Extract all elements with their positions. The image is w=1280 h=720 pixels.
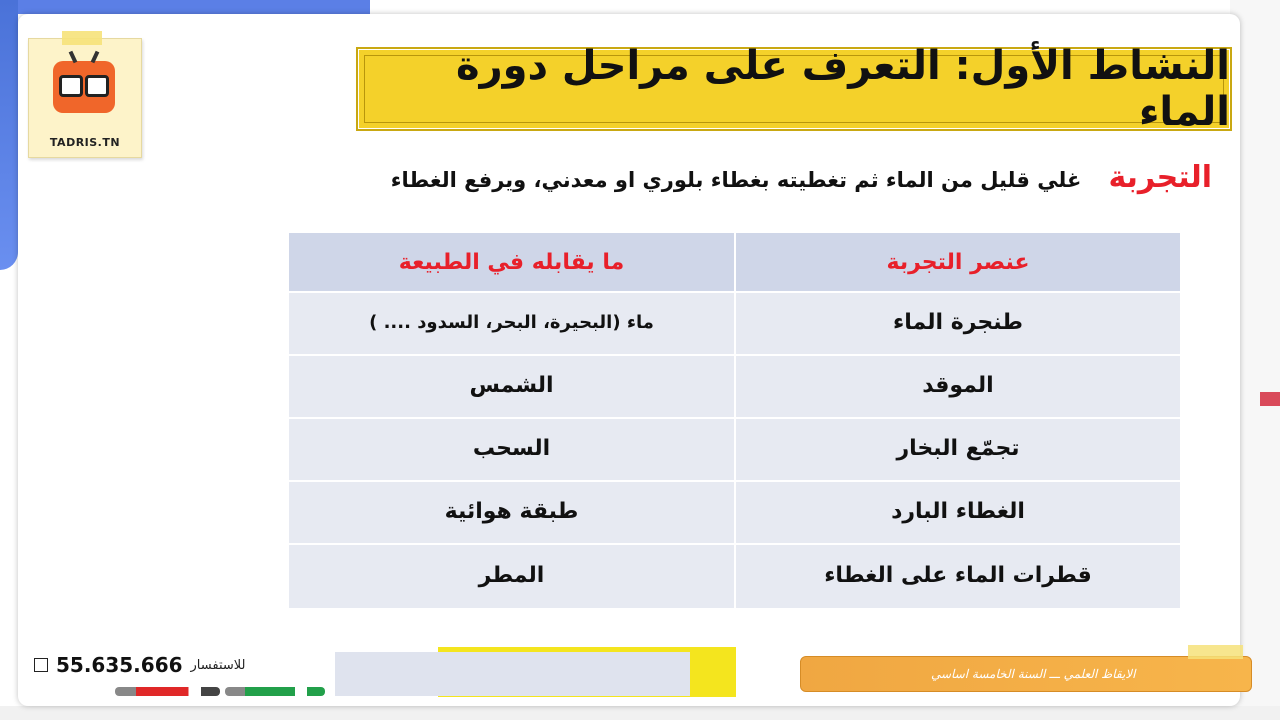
phone-number: 55.635.666 <box>56 653 183 677</box>
header-nature-equivalent: ما يقابله في الطبيعة <box>289 233 734 291</box>
glasses-icon <box>59 75 109 93</box>
green-marker-icon <box>225 687 325 696</box>
red-marker-icon <box>115 687 220 696</box>
contact-info <box>34 652 245 678</box>
antenna-left <box>69 51 78 64</box>
tadris-logo <box>28 38 142 158</box>
frame-top-accent <box>0 0 370 14</box>
table-cell-nature: الشمس <box>469 373 554 398</box>
table-cell-nature: المطر <box>478 563 545 588</box>
page-title: النشاط الأول: التعرف على مراحل دورة الماء <box>455 43 1230 135</box>
experiment-label: التجربة <box>1108 160 1212 195</box>
row-divider <box>289 480 1180 482</box>
experiment-description: غلي قليل من الماء ثم تغطيته بغطاء بلوري او معدني، ويرفع الغطاء <box>390 168 1082 192</box>
table-cell-element: تجمّع البخار <box>896 436 1020 461</box>
experiment-line <box>391 160 1212 195</box>
table-cell-element: الموقد <box>922 373 994 398</box>
tv-mascot-icon <box>53 61 115 113</box>
row-divider <box>289 543 1180 545</box>
table-cell-element: قطرات الماء على الغطاء <box>824 563 1092 588</box>
logo-label: TADRIS.TN <box>49 136 121 149</box>
activity-title-banner <box>356 43 1232 135</box>
frame-bottom-margin <box>0 706 1280 720</box>
tape-decoration <box>62 31 102 45</box>
gray-placeholder-box <box>335 652 690 696</box>
table-cell-element: الغطاء البارد <box>891 499 1025 524</box>
contact-checkbox[interactable] <box>34 658 48 672</box>
footer-subject-text: الايقاظ العلمي ـــ السنة الخامسة اساسي <box>931 667 1136 681</box>
antenna-right <box>91 51 100 64</box>
side-tab-marker <box>1260 392 1280 406</box>
comparison-table <box>289 233 1180 608</box>
column-divider <box>734 233 736 608</box>
contact-label: للاستفسار <box>190 657 246 673</box>
table-cell-element: طنجرة الماء <box>893 310 1023 335</box>
header-experiment-element: عنصر التجربة <box>736 233 1180 291</box>
row-divider <box>289 354 1180 356</box>
row-divider <box>289 291 1180 293</box>
row-divider <box>289 417 1180 419</box>
frame-left-accent <box>0 0 18 270</box>
table-cell-nature: ماء (البحيرة، البحر، السدود .... ) <box>369 312 654 333</box>
tape-decoration <box>1188 645 1243 659</box>
footer-subject-bar <box>800 656 1252 692</box>
table-cell-nature: طبقة هوائية <box>444 499 579 524</box>
table-cell-nature: السحب <box>472 436 551 461</box>
